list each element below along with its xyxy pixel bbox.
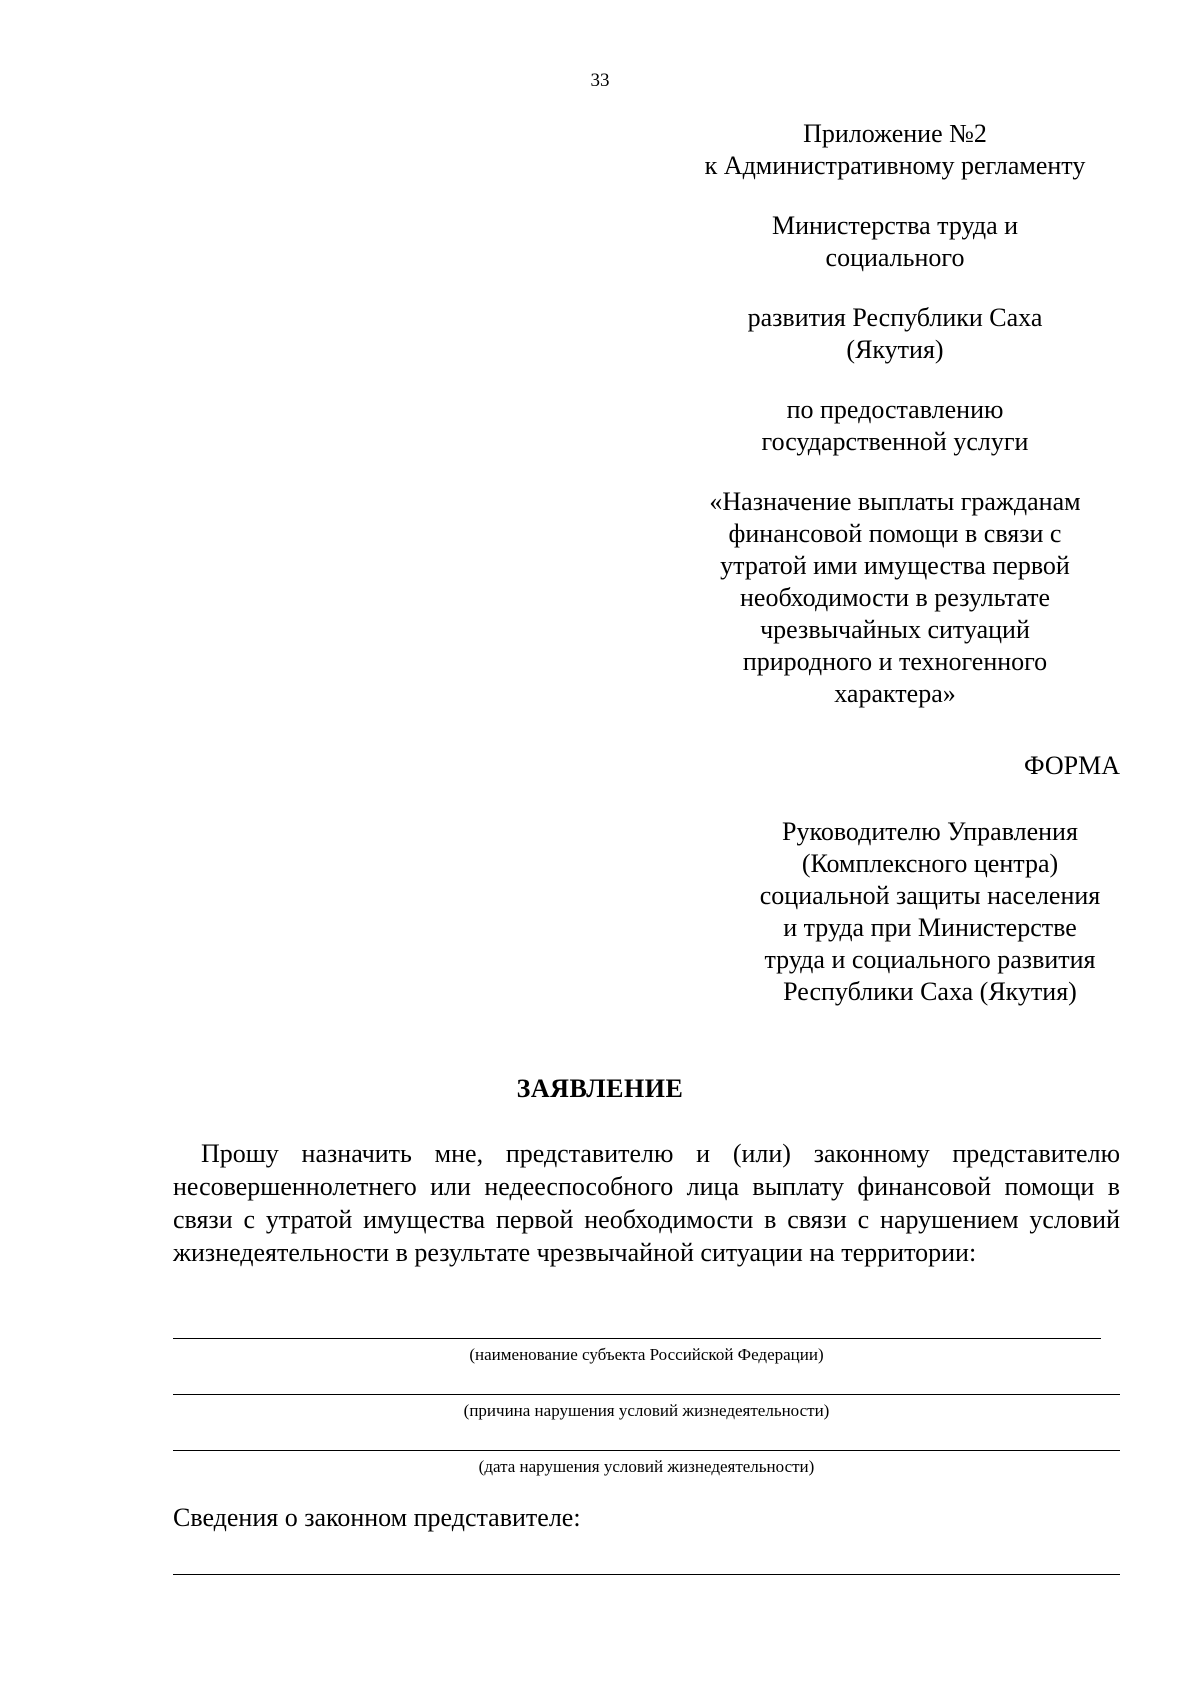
header-line: (Якутия) <box>846 335 944 364</box>
appendix-title <box>680 118 1110 182</box>
header-line: социального <box>825 243 965 272</box>
representative-section-label: Сведения о законном представителе: <box>173 1503 581 1532</box>
cause-field[interactable] <box>173 1394 1120 1395</box>
addressee-line: социальной защиты населения <box>759 881 1101 910</box>
addressee-line: (Комплексного центра) <box>801 849 1059 878</box>
service-intro <box>680 394 1110 458</box>
date-field[interactable] <box>173 1450 1120 1451</box>
document-title: ЗАЯВЛЕНИЕ <box>516 1074 684 1103</box>
appendix-header <box>680 118 1110 710</box>
header-line: «Назначение выплаты гражданам <box>709 487 1081 516</box>
header-line: развития Республики Саха <box>747 303 1043 332</box>
page-number: 33 <box>590 70 610 91</box>
form-label: ФОРМА <box>1024 751 1120 780</box>
representative-field[interactable] <box>173 1574 1120 1575</box>
ministry-name-part2 <box>680 302 1110 366</box>
header-line: по предоставлению <box>786 395 1004 424</box>
header-line: необходимости в результате <box>739 583 1051 612</box>
addressee-line: Руководителю Управления <box>782 817 1078 846</box>
header-line: утратой ими имущества первой <box>720 551 1070 580</box>
header-line: природного и техногенного <box>742 647 1048 676</box>
header-line: Министерства труда и <box>771 211 1019 240</box>
header-line: Приложение №2 <box>803 119 987 148</box>
date-caption: (дата нарушения условий жизнедеятельности) <box>478 1457 815 1476</box>
cause-caption: (причина нарушения условий жизнедеятельности) <box>463 1401 830 1420</box>
header-line: чрезвычайных ситуаций <box>760 615 1030 644</box>
service-name <box>680 486 1110 710</box>
addressee-line: Республики Саха (Якутия) <box>783 977 1077 1006</box>
header-line: финансовой помощи в связи с <box>728 519 1062 548</box>
ministry-name-part1 <box>680 210 1110 274</box>
header-line: государственной услуги <box>761 427 1029 456</box>
addressee-line: труда и социального развития <box>764 945 1096 974</box>
application-text: Прошу назначить мне, представителю и (или) законному представителю несовершеннолетнего или недееспособного лица выплату финансовой помощи в связи с утратой имущества первой необходимости в связи с нарушением условий жизнедеятельности в результате чрезвычайной ситуации на территории: <box>173 1139 1120 1267</box>
addressee-block <box>740 816 1120 1008</box>
subject-name-caption: (наименование субъекта Российской Федерации) <box>469 1345 824 1364</box>
addressee-line: и труда при Министерстве <box>783 913 1077 942</box>
header-line: к Административному регламенту <box>704 151 1086 180</box>
subject-name-field[interactable] <box>173 1338 1101 1339</box>
header-line: характера» <box>834 679 956 708</box>
